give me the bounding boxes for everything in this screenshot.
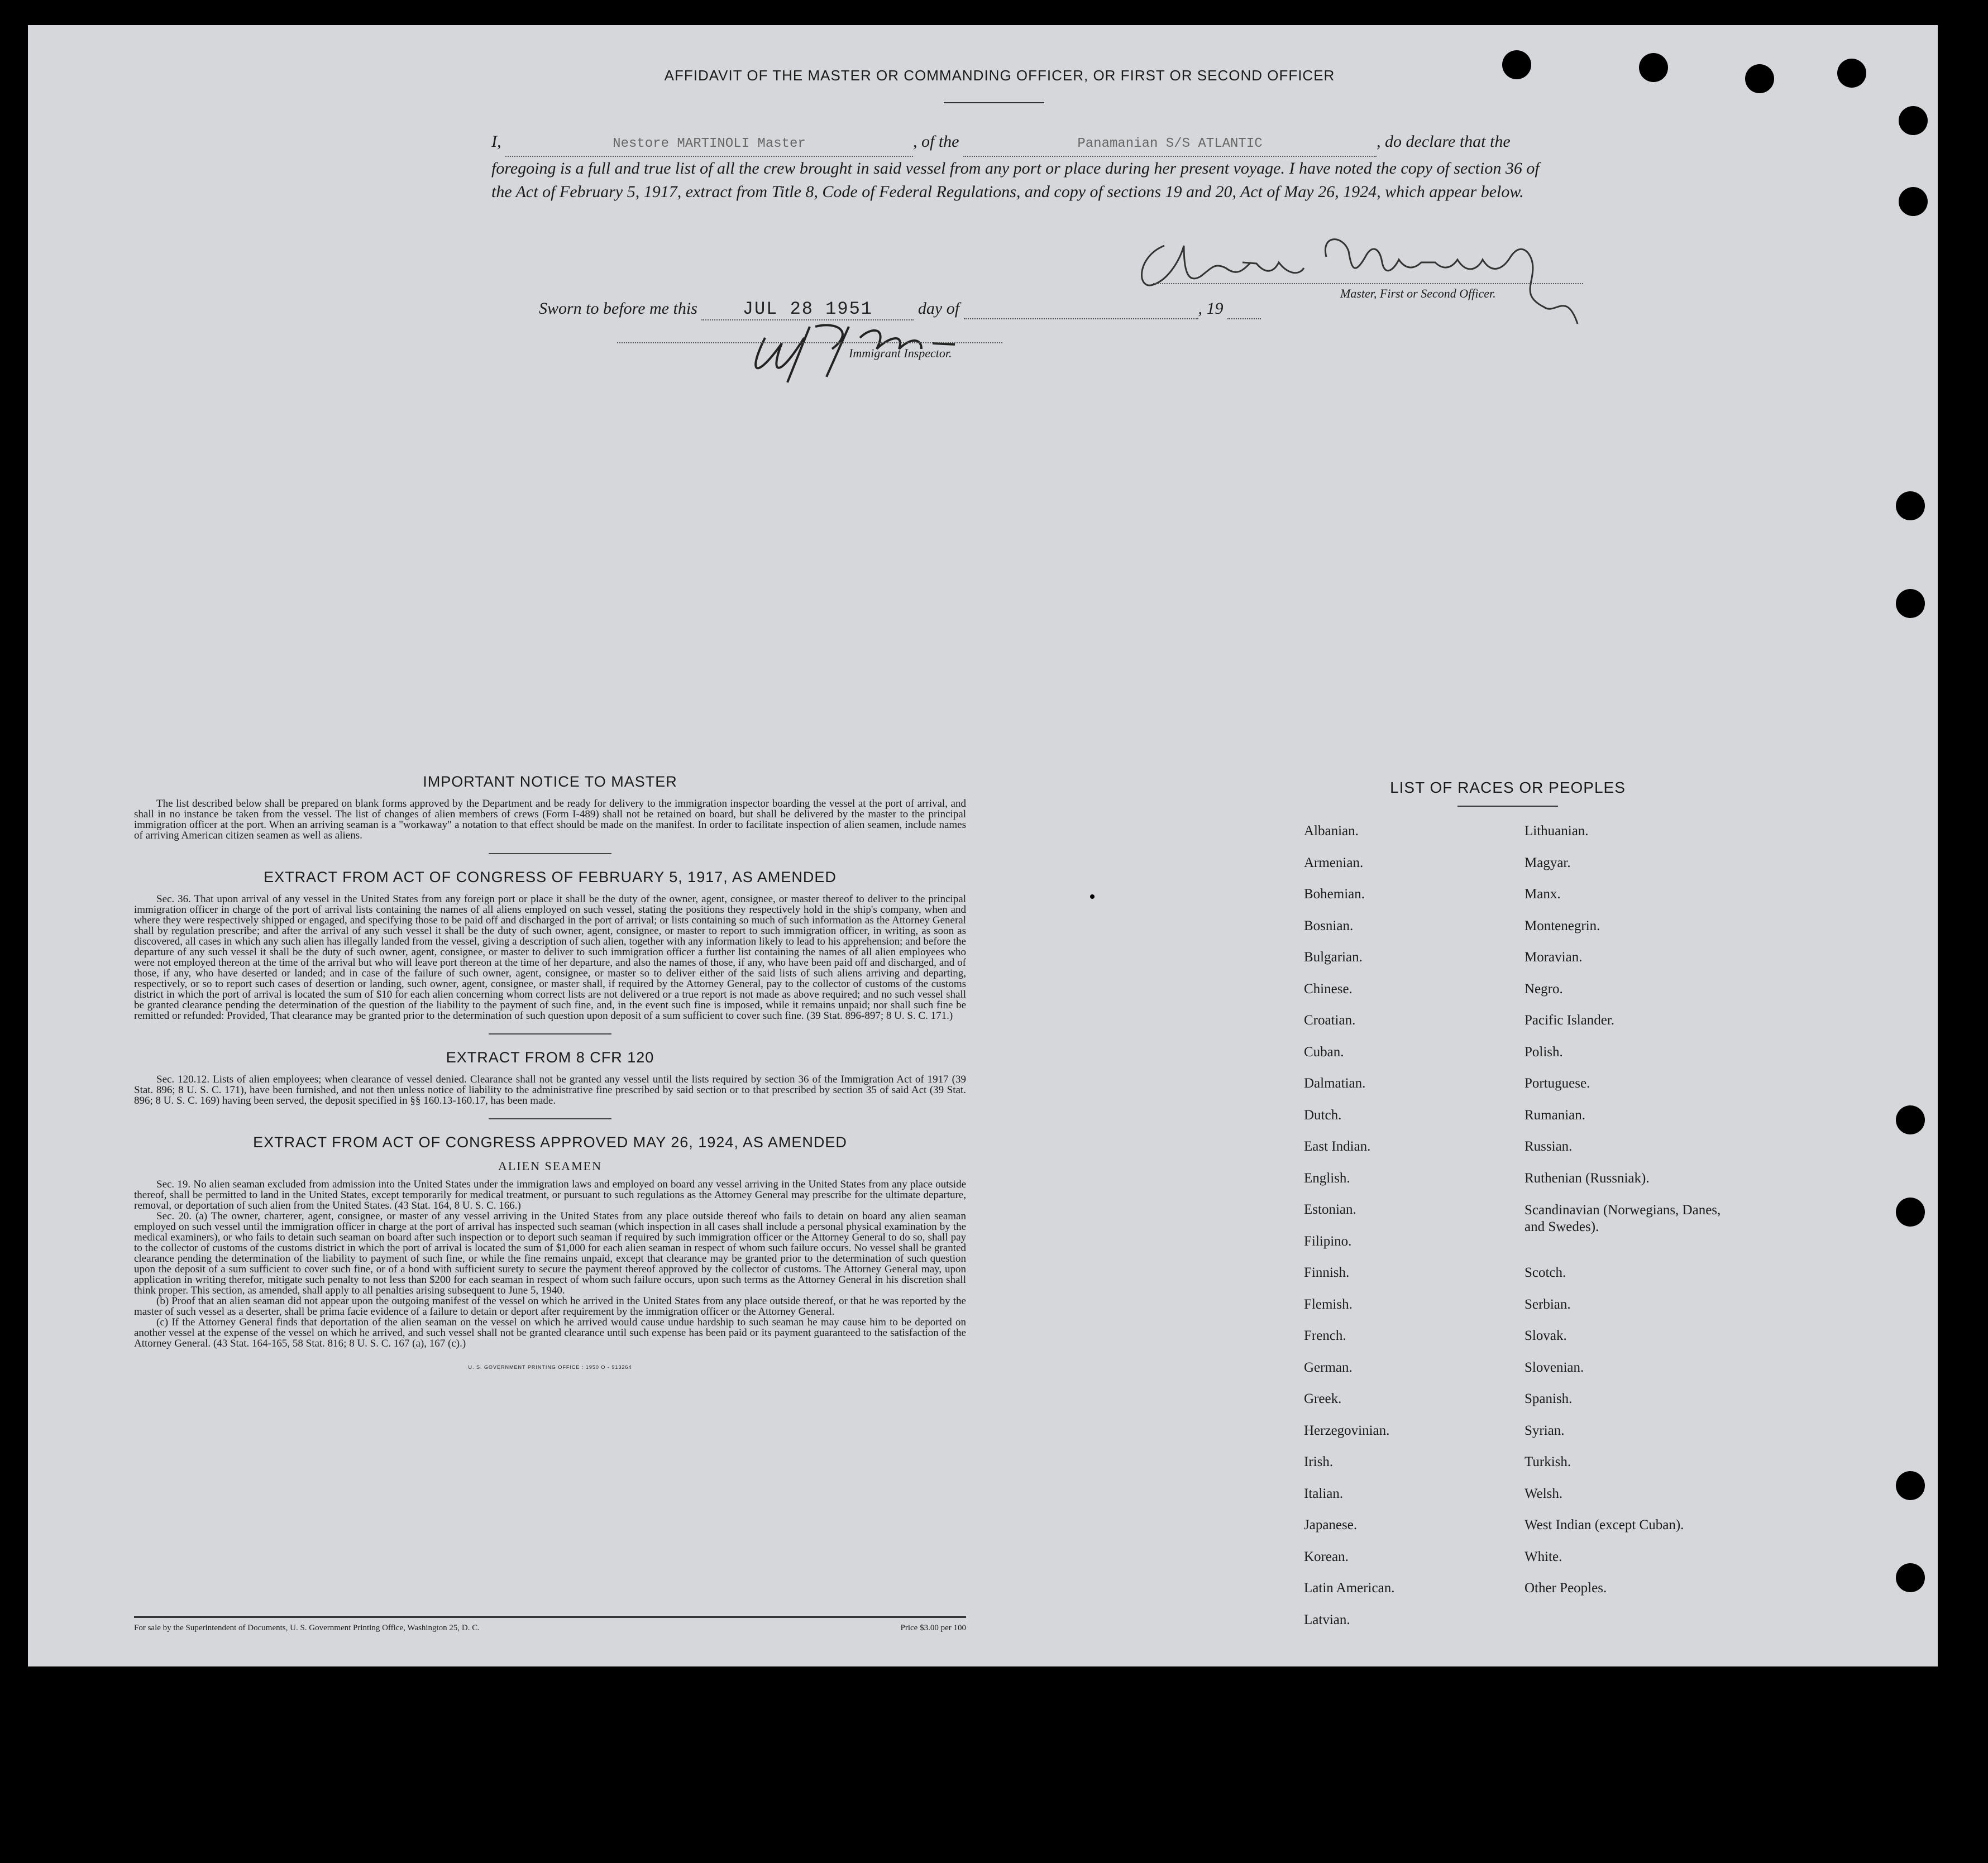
- declarant-pronoun: I,: [491, 132, 501, 151]
- race-item: Moravian.: [1525, 950, 1583, 965]
- race-item: Negro.: [1525, 981, 1563, 997]
- races-title-rule: [1457, 806, 1558, 807]
- sworn-prefix: Sworn to before me this: [539, 299, 697, 318]
- race-item: Portuguese.: [1525, 1076, 1590, 1091]
- race-item: Flemish.: [1304, 1296, 1353, 1312]
- race-item: Pacific Islander.: [1525, 1013, 1615, 1028]
- alien-seamen-subtitle: ALIEN SEAMEN: [498, 1159, 602, 1173]
- punch-hole: [1639, 53, 1668, 82]
- race-item: Filipino.: [1304, 1233, 1352, 1249]
- notice-title: IMPORTANT NOTICE TO MASTER: [423, 773, 677, 790]
- race-item: West Indian (except Cuban).: [1525, 1517, 1684, 1532]
- affidavit-title: AFFIDAVIT OF THE MASTER OR COMMANDING OFFICER, OR FIRST OR SECOND OFFICER: [664, 67, 1335, 84]
- race-item: German.: [1304, 1359, 1353, 1375]
- sec-20a-text: Sec. 20. (a) The owner, charterer, agent, consignee, or master of any vessel arriving in the United States from any place outside thereof who fails to detain on board any alien seaman employed on such vessel until the immigration officer in charge at the port of arrival has inspected such seaman (which inspection in all cases shall include a personal physical examination by the medical examiners), or who fails to detain such seaman on board after such inspection or to deport such seaman if required by such immigration officer or the Attorney General to do so, shall pay to the collector of customs of the customs district in which the port of arrival is located the sum of $1,000 for each alien seaman in respect of whom such failure occurs. No vessel shall be granted clearance pending the determination of the liability to payment of such fine, or while the fine remains unpaid, except that clearance may be granted prior to the determination of such question upon the deposit of a sum sufficient to cover such fine, or of a bond with sufficient surety to secure the payment thereof approved by the collector of customs. The Attorney General may, upon application in writing therefor, mitigate such penalty to not less than $200 for each seaman in respect of whom such failure occurs, upon such terms as the Attorney General in his discretion shall think proper. This section, as amended, shall apply to all penalties arising subsequent to June 5, 1940.: [134, 1210, 966, 1296]
- race-item: Bosnian.: [1304, 918, 1354, 933]
- race-item: Ruthenian (Russniak).: [1525, 1170, 1650, 1186]
- punch-hole: [1896, 1563, 1925, 1592]
- race-item: Lithuanian.: [1525, 823, 1589, 839]
- gpo-line: U. S. GOVERNMENT PRINTING OFFICE : 1950 O - 913264: [468, 1364, 632, 1370]
- race-item: English.: [1304, 1170, 1350, 1186]
- form-sheet: [28, 25, 1938, 1666]
- race-item: Turkish.: [1525, 1454, 1571, 1469]
- race-item: Finnish.: [1304, 1265, 1350, 1280]
- race-item: East Indian.: [1304, 1139, 1371, 1154]
- sale-text: For sale by the Superintendent of Documents, U. S. Government Printing Office, Washington 25, D. C.: [134, 1623, 480, 1632]
- race-item: Slovenian.: [1525, 1359, 1584, 1375]
- race-item: Herzegovinian.: [1304, 1423, 1390, 1438]
- title-rule: [944, 102, 1044, 103]
- race-item: Dutch.: [1304, 1107, 1342, 1123]
- race-item: Irish.: [1304, 1454, 1334, 1469]
- race-item: Greek.: [1304, 1391, 1342, 1406]
- race-item: Montenegrin.: [1525, 918, 1600, 933]
- signature-line: [1153, 283, 1583, 284]
- extract-cfr-title: EXTRACT FROM 8 CFR 120: [446, 1049, 654, 1066]
- section-divider: [489, 853, 611, 854]
- sec-20c-text: (c) If the Attorney General finds that deportation of the alien seaman on the vessel on which he arrived would cause undue hardship to such seaman he may cause him to be deported on another vessel at the expense of the vessel on which he arrived, and such vessel shall not be granted clearance until such expense has been paid or its payment guaranteed to the satisfaction of the Attorney General. (43 Stat. 164-165, 58 Stat. 816; 8 U. S. C. 167 (a), 167 (c).): [134, 1316, 966, 1349]
- race-item: Syrian.: [1525, 1423, 1565, 1438]
- race-item: Serbian.: [1525, 1296, 1571, 1312]
- notice-text: The list described below shall be prepared on blank forms approved by the Department and be ready for delivery to the immigration inspector boarding the vessel at the port of arrival, and shall in no instance be taken from the vessel. The list of changes of alien members of crews (Form I-489) shall not be retained on board, but shall be delivered by the master to the principal immigration officer at the port. When an arriving seaman is a "workaway" a notation to that effect should be made on the manifest. In order to facilitate inspection of alien seamen, include names of arriving American citizen seamen as well as aliens.: [134, 798, 966, 841]
- race-item: Scotch.: [1525, 1265, 1566, 1280]
- punch-hole: [1896, 1198, 1925, 1227]
- race-item: Slovak.: [1525, 1328, 1567, 1343]
- race-item: Latin American.: [1304, 1581, 1395, 1596]
- race-item: Cuban.: [1304, 1044, 1344, 1060]
- race-item: Croatian.: [1304, 1013, 1356, 1028]
- price-text: Price $3.00 per 100: [900, 1623, 966, 1632]
- notice-column: [134, 773, 966, 1370]
- sworn-year-prefix: , 19: [1198, 299, 1224, 318]
- punch-hole: [1896, 1105, 1925, 1134]
- race-item: Bulgarian.: [1304, 950, 1363, 965]
- race-item: Rumanian.: [1525, 1107, 1586, 1123]
- extract-1917-text: Sec. 36. That upon arrival of any vessel in the United States from any foreign port or place it shall be the duty of the owner, agent, consignee, or master thereof to deliver to the principal immigration officer in charge of the port of arrival lists containing the names of all aliens employed on such vessel, stating the positions they respectively hold in the ship's company, when and where they were respectively shipped or engaged, and specifying those to be paid off and discharged in the port of arrival; or lists containing so much of such information as the Attorney General shall by regulation prescribe; and after the arrival of any such vessel it shall be the duty of such owner, agent, consignee, or master to report to such immigration officer, in writing, as soon as discovered, all cases in which any such alien has illegally landed from the vessel, giving a description of such alien, together with any information likely to lead to his apprehension; and before the departure of any such vessel it shall be the duty of such owner, agent, consignee, or master to deliver to such immigration officer a further list containing the names of all alien employees who were not employed thereon at the time of the arrival but who will leave port thereon at the time of her departure, and also the names of those, if any, who have been paid off and discharged, and of those, if any, who have deserted or landed; and in case of the failure of such owner, agent, consignee, or master so to deliver either of the said lists of such aliens arriving and departing, respectively, or so to report such cases of desertion or landing, such owner, agent, consignee, or master shall, if required by the Attorney General, pay to the collector of customs of the customs district in which the port of arrival is located the sum of $10 for each alien concerning whom correct lists are not delivered or a true report is not made as above required; and no such vessel shall be granted clearance pending the determination of the question of the liability to the payment of such fine, and, in the event such fine is imposed, while it remains unpaid; nor shall such fine be remitted or refunded: Provided, That clearance may be granted prior to the determination of such question upon deposit of a sum sufficient to cover such fine. (39 Stat. 896-897; 8 U. S. C. 171.): [134, 893, 966, 1022]
- footer: [134, 1616, 966, 1633]
- race-item: Estonian.: [1304, 1202, 1356, 1217]
- race-item: Russian.: [1525, 1139, 1573, 1154]
- race-item: Welsh.: [1525, 1486, 1563, 1501]
- inspector-label: Immigrant Inspector.: [849, 346, 952, 360]
- race-item: Japanese.: [1304, 1517, 1358, 1532]
- punch-hole: [1896, 491, 1925, 520]
- race-item: Latvian.: [1304, 1612, 1350, 1627]
- race-item: Italian.: [1304, 1486, 1344, 1501]
- race-item: Spanish.: [1525, 1391, 1573, 1406]
- section-divider: [489, 1118, 611, 1119]
- vessel-name-field: Panamanian S/S ATLANTIC: [963, 132, 1377, 157]
- punch-hole: [1896, 589, 1925, 618]
- declaration-paragraph: [491, 130, 1564, 204]
- punch-hole: [1896, 1471, 1925, 1500]
- sworn-year-field: [1227, 299, 1261, 319]
- master-name-field: Nestore MARTINOLI Master: [505, 132, 913, 157]
- date-stamp: JUL 28 1951: [742, 299, 873, 319]
- punch-hole: [1502, 50, 1531, 79]
- race-item: White.: [1525, 1549, 1562, 1564]
- do-declare-label: , do declare: [1377, 132, 1456, 151]
- race-item: Dalmatian.: [1304, 1076, 1366, 1091]
- of-the-label: , of the: [913, 132, 959, 151]
- punch-hole: [1837, 59, 1866, 88]
- race-item: French.: [1304, 1328, 1346, 1343]
- ink-speck: [1090, 894, 1095, 899]
- race-item: Korean.: [1304, 1549, 1349, 1564]
- punch-hole: [1745, 64, 1774, 93]
- race-item: Polish.: [1525, 1044, 1563, 1060]
- race-item: Other Peoples.: [1525, 1581, 1607, 1596]
- race-item: Scandinavian (Norwegians, Danes, and Swedes).: [1525, 1203, 1721, 1234]
- punch-hole: [1899, 106, 1928, 135]
- extract-cfr-text: Sec. 120.12. Lists of alien employees; when clearance of vessel denied. Clearance shall not be granted any vessel until the lists required by section 36 of the Immigration Act of 1917 (39 Stat. 896; 8 U. S. C. 171), have been furnished, and not then unless notice of liability to the administrative fine prescribed by said section or to that prescribed by section 35 of said Act (39 Stat. 896; 8 U. S. C. 169) having been served, the deposit specified in §§ 160.13-160.17, has been made.: [134, 1074, 966, 1107]
- races-title: LIST OF RACES OR PEOPLES: [1390, 779, 1626, 796]
- master-signature-label: Master, First or Second Officer.: [1340, 286, 1496, 300]
- race-item: Albanian.: [1304, 823, 1359, 839]
- section-divider: [489, 1033, 611, 1035]
- sworn-day-of: day of: [917, 299, 960, 318]
- race-item: Armenian.: [1304, 855, 1364, 870]
- race-item: Chinese.: [1304, 981, 1353, 997]
- race-item: Bohemian.: [1304, 887, 1365, 902]
- sec-20b-text: (b) Proof that an alien seaman did not appear upon the outgoing manifest of the vessel on which he arrived in the United States from any place outside thereof, or that he was reported by the master of such vessel as a deserter, shall be prima facie evidence of a failure to detain or deport after requirement by the immigration officer or the Attorney General.: [134, 1295, 966, 1318]
- declaration-text: that the foregoing is a full and true list of all the crew brought in said vessel from any port or place during her present voyage. I have noted the copy of section 36 of the Act of February 5, 1917, extract from Title 8, Code of Federal Regulations, and copy of sections 19 and 20, Act of May 26, 1924, which appear below.: [491, 132, 1540, 201]
- extract-1924-title: EXTRACT FROM ACT OF CONGRESS APPROVED MAY 26, 1924, AS AMENDED: [253, 1134, 847, 1151]
- race-item: Manx.: [1525, 887, 1561, 902]
- inspector-line: [617, 342, 1002, 343]
- race-item: Magyar.: [1525, 855, 1571, 870]
- punch-hole: [1899, 187, 1928, 216]
- sec-19-text: Sec. 19. No alien seaman excluded from admission into the United States under the immigration laws and employed on board any vessel arriving in the United States from any place outside thereof, shall be permitted to land in the United States, except temporarily for medical treatment, or pursuant to such regulations as the Attorney General may prescribe for the ultimate departure, removal, or deportation of such alien from the United States. (43 Stat. 164, 8 U. S. C. 166.): [134, 1179, 966, 1211]
- extract-1917-title: EXTRACT FROM ACT OF CONGRESS OF FEBRUARY 5, 1917, AS AMENDED: [264, 869, 837, 885]
